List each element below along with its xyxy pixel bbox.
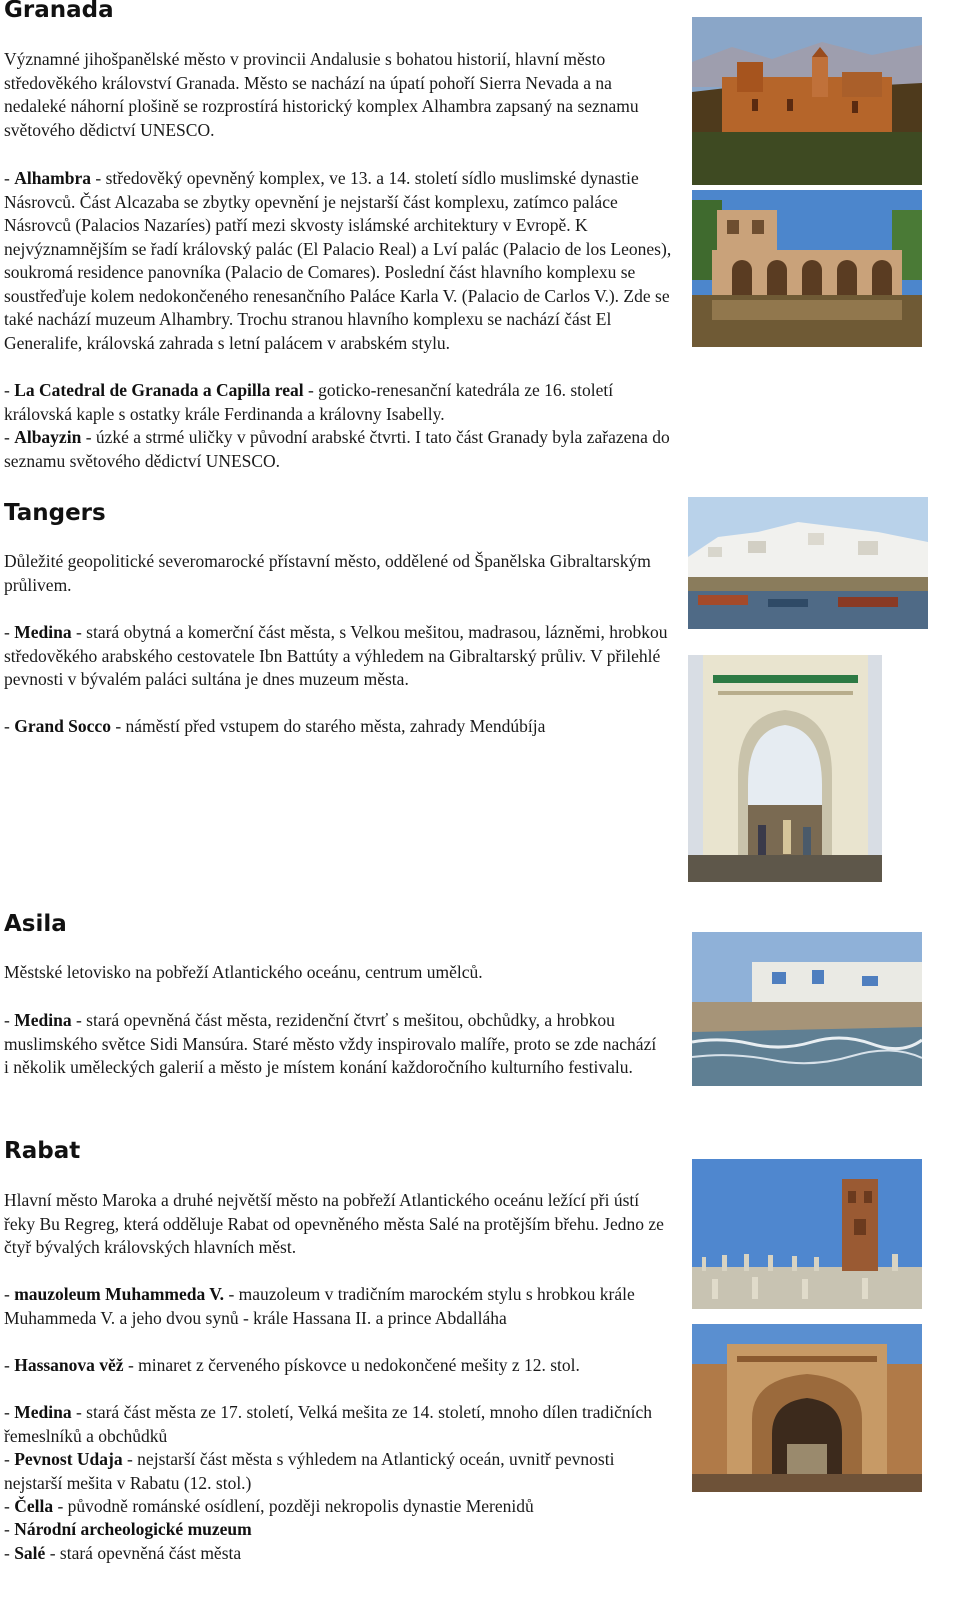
asila-item-medina: - Medina - stará opevněná část města, rezidenční čtvrť s mešitou, obchůdky, a hrobkou muslimského světce Sidi Mansúra. Staré město vždy inspirovalo malíře, proto se zde nachází i několik uměleckých galerií a město je místem konání každoročního kulturního festivalu. — [4, 1010, 657, 1077]
item-name: Čella — [14, 1496, 54, 1516]
section-title-granada: Granada — [4, 0, 114, 23]
item-name: La Catedral de Granada a Capilla real — [14, 380, 304, 400]
tangier-harbour-photo — [688, 497, 928, 629]
section-title-rabat: Rabat — [4, 1138, 81, 1164]
tangers-item-grand-socco: - Grand Socco - náměstí před vstupem do starého města, zahrady Mendúbíja — [4, 716, 546, 736]
item-name: Pevnost Udaja — [14, 1449, 123, 1469]
udayas-gate-photo — [692, 1324, 922, 1492]
medina-gate-photo — [688, 655, 882, 882]
rabat-intro: Hlavní město Maroka a druhé největší město na pobřeží Atlantického oceánu ležící při ústí řeky Bu Regreg, která odděluje Rabat od opevněného města Salé na protějším břehu. Jedno ze čtyř bývalých královských hlavních měst. — [4, 1190, 664, 1257]
rabat-item-museum: - Národní archeologické muzeum — [4, 1519, 252, 1539]
asila-intro: Městské letovisko na pobřeží Atlantického oceánu, centrum umělců. — [4, 962, 483, 982]
item-name: Alhambra — [14, 168, 92, 188]
item-name: mauzoleum Muhammeda V. — [14, 1284, 225, 1304]
generalife-palace-photo — [692, 190, 922, 347]
item-name: Medina — [14, 1402, 72, 1422]
item-name: Salé — [14, 1543, 46, 1563]
item-name: Medina — [14, 622, 72, 642]
item-name: Národní archeologické muzeum — [14, 1519, 252, 1539]
rabat-item-hassan-tower: - Hassanova věž - minaret z červeného pískovce u nedokončené mešity z 12. stol. — [4, 1355, 580, 1375]
item-name: Grand Socco — [14, 716, 111, 736]
tangers-item-medina: - Medina - stará obytná a komerční část města, s Velkou mešitou, madrasou, lázněmi, hrobkou středověkého arabského cestovatele Ibn Battúty a výhledem na Gibraltarský průliv. V přilehlé pevnosti v bývalém paláci sultána je dnes muzeum města. — [4, 622, 668, 689]
rabat-item-sale: - Salé - stará opevněná část města — [4, 1543, 242, 1563]
rabat-item-medina: - Medina - stará část města ze 17. století, Velká mešita ze 14. století, mnoho dílen tradičních řemeslníků a obchůdků — [4, 1402, 652, 1446]
item-name: Hassanova věž — [14, 1355, 124, 1375]
item-name: Albayzin — [14, 427, 82, 447]
rabat-item-cella: - Čella - původně románské osídlení, později nekropolis dynastie Merenidů — [4, 1496, 534, 1516]
rabat-item-mausoleum: - mauzoleum Muhammeda V. - mauzoleum v tradičním marockém stylu s hrobkou krále Muhammeda V. a jeho dvou synů - krále Hassana II. a prince Abdalláha — [4, 1284, 635, 1328]
hassan-tower-photo — [692, 1159, 922, 1309]
section-title-tangers: Tangers — [4, 500, 106, 526]
granada-item-cathedral: - La Catedral de Granada a Capilla real - goticko-renesanční katedrála ze 16. století královská kaple s ostatky krále Ferdinanda a královny Isabelly. — [4, 380, 614, 424]
granada-item-albayzin: - Albayzin - úzké a strmé uličky v původní arabské čtvrti. I tato část Granady byla zařazena do seznamu světového dědictví UNESCO. — [4, 427, 670, 471]
alhambra-photo — [692, 17, 922, 185]
item-name: Medina — [14, 1010, 72, 1030]
granada-intro: Významné jihošpanělské město v provincii Andalusie s bohatou historií, hlavní město středověkého království Granada. Město se nachází na úpatí pohoří Sierra Nevada a na nedaleké náhorní plošině se rozprostírá historický komplex Alhambra zapsaný na seznamu světového dědictví UNESCO. — [4, 49, 639, 140]
tangers-intro: Důležité geopolitické severomarocké přístavní město, oddělené od Španělska Gibraltarským průlivem. — [4, 551, 651, 595]
section-title-asila: Asila — [4, 911, 67, 937]
asila-coast-photo — [692, 932, 922, 1086]
granada-item-alhambra: - Alhambra - středověký opevněný komplex, ve 13. a 14. století sídlo muslimské dynastie Násrovců. Část Alcazaba se zbytky opevnění je nejstarší část komplexu, zatímco paláce Násrovců (Palacios Nazaríes) patří mezi skvosty islámské architektury v Evropě. K nejvýznamnějším se řadí královský palác (El Palacio Real) a Lví palác (Palacio de los Leones), soukromá residence panovníka (Palacio de Comares). Poslední část hlavního komplexu se soustřeďuje kolem nedokončeného renesančního Paláce Karla V. (Palacio de Carlos V.). Zde se také nachází muzeum Alhambry. Trochu stranou hlavního komplexu se nachází část El Generalife, královská zahrada s letní palácem v arabském stylu. — [4, 168, 672, 353]
rabat-item-udaja: - Pevnost Udaja - nejstarší část města s výhledem na Atlantický oceán, uvnitř pevnosti nejstarší mešita v Rabatu (12. stol.) — [4, 1449, 615, 1493]
